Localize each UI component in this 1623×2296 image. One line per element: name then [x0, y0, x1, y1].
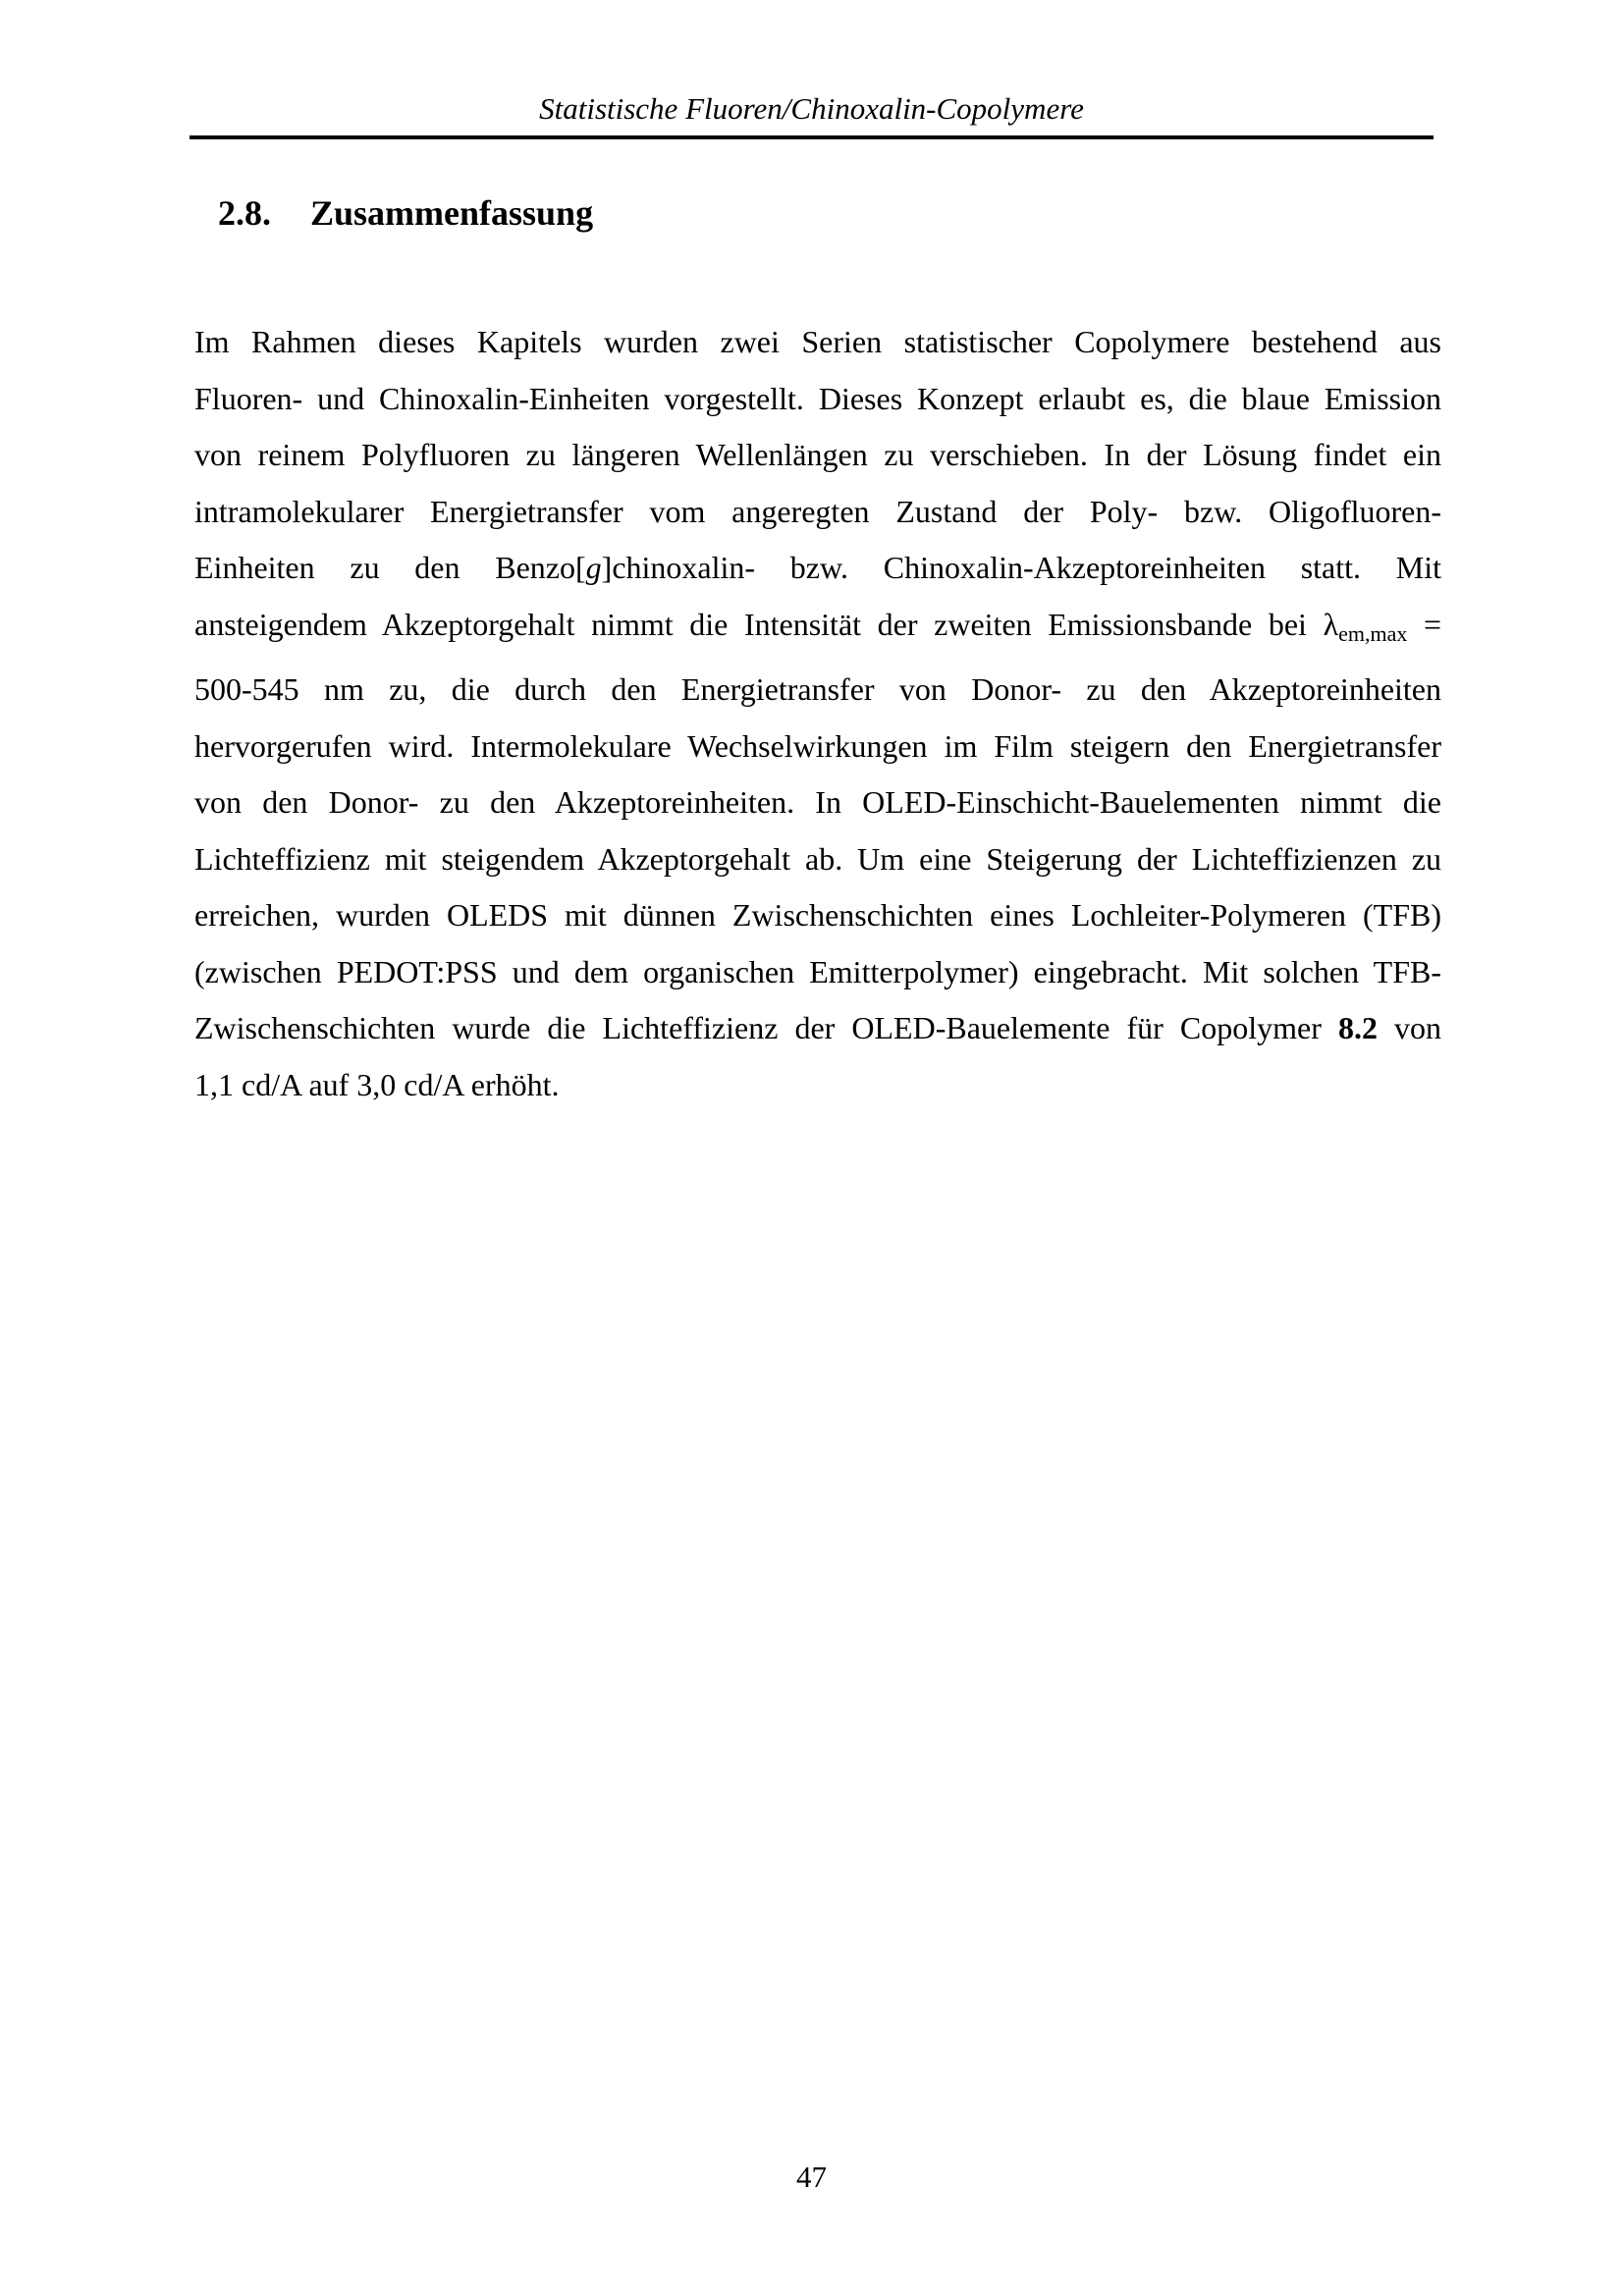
- body-line: ansteigendem Akzeptorgehalt nimmt die Intensität der zweiten Emissionsbande bei λem,max =: [194, 606, 1442, 646]
- body-paragraph: [194, 314, 1441, 1113]
- section-number: 2.8.: [218, 193, 271, 233]
- header-rule: [189, 135, 1434, 139]
- body-line: Fluoren- und Chinoxalin-Einheiten vorgestellt. Dieses Konzept erlaubt es, die blaue Emission: [194, 380, 1441, 416]
- body-line: von reinem Polyfluoren zu längeren Wellenlängen zu verschieben. In der Lösung findet ein: [194, 437, 1441, 472]
- section-heading: [218, 192, 593, 234]
- body-line: Lichteffizienz mit steigendem Akzeptorgehalt ab. Um eine Steigerung der Lichteffizienzen zu: [194, 840, 1441, 877]
- body-line: Zwischenschichten wurde die Lichteffizienz der OLED-Bauelemente für Copolymer 8.2 von: [194, 1010, 1442, 1045]
- body-line: Einheiten zu den Benzo[g]chinoxalin- bzw. Chinoxalin-Akzeptoreinheiten statt. Mit: [194, 550, 1442, 585]
- running-header: Statistische Fluoren/Chinoxalin-Copolymere: [539, 91, 1084, 126]
- page-number: 47: [796, 2160, 827, 2194]
- body-line: intramolekularer Energietransfer vom angeregten Zustand der Poly- bzw. Oligofluoren-: [194, 493, 1441, 529]
- body-line: von den Donor- zu den Akzeptoreinheiten. In OLED-Einschicht-Bauelementen nimmt die: [194, 784, 1441, 820]
- body-line: 1,1 cd/A auf 3,0 cd/A erhöht.: [194, 1066, 560, 1102]
- body-line: erreichen, wurden OLEDS mit dünnen Zwischenschichten eines Lochleiter-Polymeren (TFB): [194, 897, 1441, 933]
- body-line: hervorgerufen wird. Intermolekulare Wechselwirkungen im Film steigern den Energietransfer: [194, 727, 1441, 764]
- body-line: Im Rahmen dieses Kapitels wurden zwei Serien statistischer Copolymere bestehend aus: [194, 324, 1441, 359]
- body-line: 500-545 nm zu, die durch den Energietransfer von Donor- zu den Akzeptoreinheiten: [194, 671, 1441, 707]
- body-line: (zwischen PEDOT:PSS und dem organischen Emitterpolymer) eingebracht. Mit solchen TFB-: [194, 953, 1441, 989]
- section-title: Zusammenfassung: [310, 193, 594, 233]
